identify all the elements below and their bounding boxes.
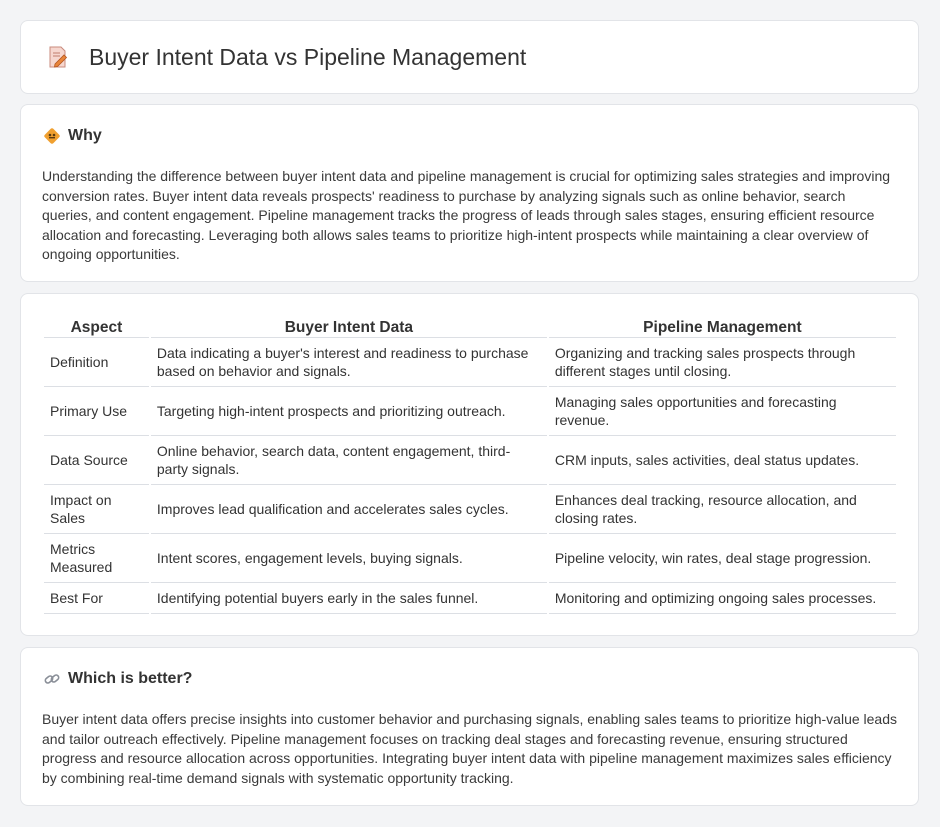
why-heading-row	[43, 127, 102, 145]
aspect-cell: Data Source	[44, 436, 149, 485]
pipeline-cell: Monitoring and optimizing ongoing sales processes.	[549, 583, 896, 614]
buyer-intent-cell: Identifying potential buyers early in the sales funnel.	[151, 583, 547, 614]
pipeline-cell: Organizing and tracking sales prospects through different stages until closing.	[549, 338, 896, 387]
comparison-card	[20, 293, 919, 636]
better-body: Buyer intent data offers precise insights into customer behavior and purchasing signals, enabling sales teams to prioritize high-value leads and tailor outreach effectively. Pipeline management focuses on tracking deal stages and forecasting revenue, ensuring structured progress and resource allocation across opportunities. Integrating buyer intent data with pipeline management maximizes sales efficiency by combining real-time demand signals with systematic opportunity tracking.	[42, 711, 897, 786]
table-header-row	[44, 316, 896, 338]
why-body: Understanding the difference between buyer intent data and pipeline management is crucial for optimizing sales strategies and improving conversion rates. Buyer intent data reveals prospects' readiness to purchase by analyzing signals such as online behavior, search queries, and content engagement. Pipeline management tracks the progress of leads through sales stages, ensuring efficient resource allocation and forecasting. Leveraging both allows sales teams to prioritize high-intent prospects while maintaining a clear overview of ongoing opportunities.	[42, 168, 891, 263]
diamond-sign-icon	[43, 127, 61, 145]
comparison-table	[42, 316, 898, 614]
buyer-intent-cell: Targeting high-intent prospects and prioritizing outreach.	[151, 387, 547, 436]
column-header: Aspect	[44, 316, 149, 338]
title-card	[20, 20, 919, 94]
pipeline-cell: CRM inputs, sales activities, deal status updates.	[549, 436, 896, 485]
buyer-intent-cell: Improves lead qualification and accelerates sales cycles.	[151, 485, 547, 534]
buyer-intent-cell: Online behavior, search data, content engagement, third-party signals.	[151, 436, 547, 485]
table-row	[44, 338, 896, 387]
buyer-intent-cell: Intent scores, engagement levels, buying signals.	[151, 534, 547, 583]
aspect-cell: Primary Use	[44, 387, 149, 436]
aspect-cell: Best For	[44, 583, 149, 614]
buyer-intent-cell: Data indicating a buyer's interest and readiness to purchase based on behavior and signals.	[151, 338, 547, 387]
pipeline-cell: Pipeline velocity, win rates, deal stage progression.	[549, 534, 896, 583]
which-better-card	[20, 647, 919, 806]
table-row	[44, 583, 896, 614]
better-heading: Which is better?	[68, 670, 193, 687]
aspect-cell: Metrics Measured	[44, 534, 149, 583]
table-row	[44, 387, 896, 436]
document-pencil-icon	[47, 45, 69, 69]
link-icon	[43, 670, 61, 688]
table-row	[44, 436, 896, 485]
why-heading: Why	[68, 127, 102, 144]
table-row	[44, 485, 896, 534]
aspect-cell: Impact on Sales	[44, 485, 149, 534]
column-header: Pipeline Management	[549, 316, 896, 338]
better-heading-row	[43, 670, 192, 688]
pipeline-cell: Enhances deal tracking, resource allocation, and closing rates.	[549, 485, 896, 534]
column-header: Buyer Intent Data	[151, 316, 547, 338]
page-title: Buyer Intent Data vs Pipeline Management	[89, 43, 527, 70]
table-row	[44, 534, 896, 583]
why-card	[20, 104, 919, 282]
aspect-cell: Definition	[44, 338, 149, 387]
pipeline-cell: Managing sales opportunities and forecasting revenue.	[549, 387, 896, 436]
